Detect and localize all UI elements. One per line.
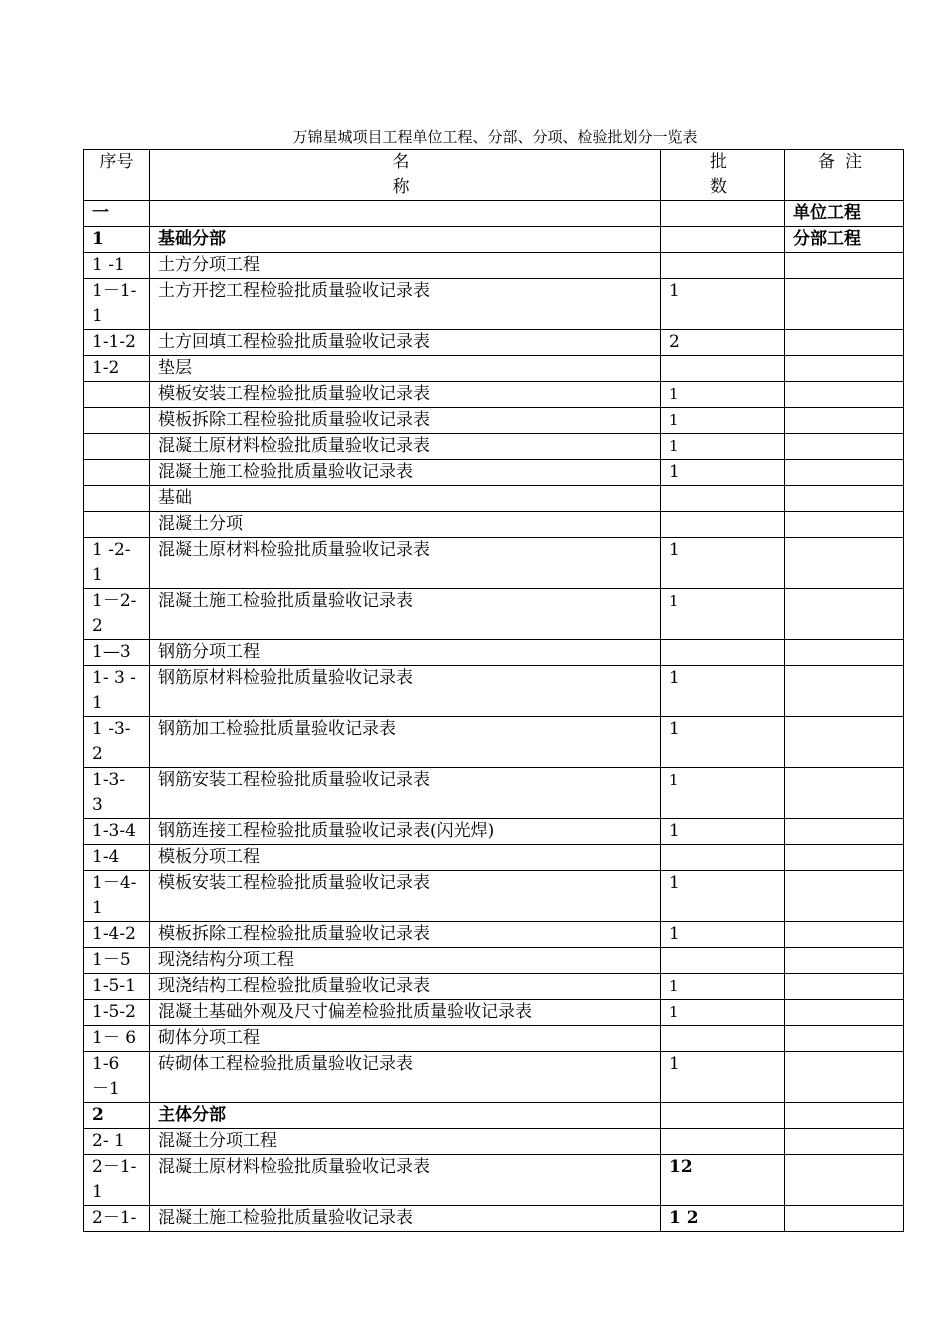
row-batch-cell — [661, 1103, 785, 1129]
row-number-cell: 1 -2-1 — [84, 538, 150, 589]
row-name-cell: 模板拆除工程检验批质量验收记录表 — [150, 922, 661, 948]
row-name-cell: 主体分部 — [150, 1103, 661, 1129]
row-batch-cell — [661, 356, 785, 382]
row-batch-cell: 1 — [661, 382, 785, 408]
table-row — [84, 279, 904, 330]
row-note-cell — [785, 486, 904, 512]
row-batch-cell: 1 — [661, 1000, 785, 1026]
row-batch-cell — [661, 201, 785, 227]
table-row — [84, 1103, 904, 1129]
row-batch-cell — [661, 845, 785, 871]
row-batch-cell: 1 2 — [661, 1206, 785, 1232]
row-batch-cell — [661, 640, 785, 666]
table-row — [84, 356, 904, 382]
table-row — [84, 717, 904, 768]
row-number-cell: 1－4-1 — [84, 871, 150, 922]
row-batch-cell — [661, 227, 785, 253]
row-note-cell — [785, 1000, 904, 1026]
row-note-cell — [785, 1155, 904, 1206]
row-number-cell: 1—3 — [84, 640, 150, 666]
row-name-cell: 混凝土基础外观及尺寸偏差检验批质量验收记录表 — [150, 1000, 661, 1026]
table-row — [84, 974, 904, 1000]
table-row — [84, 512, 904, 538]
table-row — [84, 1052, 904, 1103]
row-note-cell: 分部工程 — [785, 227, 904, 253]
table-row — [84, 666, 904, 717]
row-number-cell: 2－1- — [84, 1206, 150, 1232]
table-row — [84, 253, 904, 279]
row-name-cell: 现浇结构分项工程 — [150, 948, 661, 974]
row-name-cell: 钢筋安装工程检验批质量验收记录表 — [150, 768, 661, 819]
row-number-cell: 1-5-1 — [84, 974, 150, 1000]
row-note-cell — [785, 666, 904, 717]
row-batch-cell: 1 — [661, 871, 785, 922]
row-batch-cell: 1 — [661, 538, 785, 589]
table-row — [84, 460, 904, 486]
row-number-cell: 1-4-2 — [84, 922, 150, 948]
row-note-cell — [785, 408, 904, 434]
row-note-cell — [785, 538, 904, 589]
row-number-cell: 一 — [84, 201, 150, 227]
row-note-cell — [785, 512, 904, 538]
row-name-cell: 基础 — [150, 486, 661, 512]
header-note: 备注 — [785, 150, 904, 201]
row-name-cell: 基础分部 — [150, 227, 661, 253]
row-number-cell — [84, 408, 150, 434]
row-number-cell: 1-3- 3 — [84, 768, 150, 819]
row-batch-cell — [661, 486, 785, 512]
table-row — [84, 330, 904, 356]
row-batch-cell: 1 — [661, 589, 785, 640]
row-name-cell: 钢筋加工检验批质量验收记录表 — [150, 717, 661, 768]
row-note-cell — [785, 819, 904, 845]
inspection-batch-table — [83, 149, 904, 1232]
row-number-cell: 1- 3 -1 — [84, 666, 150, 717]
row-name-cell: 混凝土原材料检验批质量验收记录表 — [150, 1155, 661, 1206]
row-note-cell — [785, 948, 904, 974]
row-name-cell: 现浇结构工程检验批质量验收记录表 — [150, 974, 661, 1000]
row-batch-cell: 1 — [661, 279, 785, 330]
row-note-cell — [785, 845, 904, 871]
table-row — [84, 922, 904, 948]
row-batch-cell: 1 — [661, 460, 785, 486]
row-batch-cell: 1 — [661, 1052, 785, 1103]
row-note-cell — [785, 768, 904, 819]
table-row — [84, 201, 904, 227]
row-note-cell — [785, 640, 904, 666]
header-name: 名 称 — [150, 150, 661, 201]
row-batch-cell — [661, 948, 785, 974]
table-row — [84, 1129, 904, 1155]
row-note-cell: 单位工程 — [785, 201, 904, 227]
row-batch-cell: 1 — [661, 666, 785, 717]
table-row — [84, 871, 904, 922]
row-number-cell — [84, 382, 150, 408]
row-batch-cell: 12 — [661, 1155, 785, 1206]
row-number-cell: 1-4 — [84, 845, 150, 871]
row-number-cell: 2- 1 — [84, 1129, 150, 1155]
row-batch-cell: 1 — [661, 768, 785, 819]
row-name-cell: 混凝土分项 — [150, 512, 661, 538]
row-note-cell — [785, 253, 904, 279]
row-name-cell: 砖砌体工程检验批质量验收记录表 — [150, 1052, 661, 1103]
row-batch-cell: 1 — [661, 408, 785, 434]
row-batch-cell — [661, 253, 785, 279]
row-number-cell: 1-3-4 — [84, 819, 150, 845]
table-row — [84, 1206, 904, 1232]
row-name-cell: 土方分项工程 — [150, 253, 661, 279]
row-note-cell — [785, 1103, 904, 1129]
row-batch-cell: 1 — [661, 717, 785, 768]
row-batch-cell: 1 — [661, 819, 785, 845]
row-batch-cell — [661, 512, 785, 538]
row-note-cell — [785, 330, 904, 356]
row-number-cell: 1－ 6 — [84, 1026, 150, 1052]
row-number-cell: 1 — [84, 227, 150, 253]
row-batch-cell: 1 — [661, 974, 785, 1000]
row-number-cell — [84, 512, 150, 538]
row-name-cell: 混凝土施工检验批质量验收记录表 — [150, 1206, 661, 1232]
row-name-cell: 土方开挖工程检验批质量验收记录表 — [150, 279, 661, 330]
row-batch-cell: 1 — [661, 922, 785, 948]
row-number-cell: 1-5-2 — [84, 1000, 150, 1026]
row-note-cell — [785, 717, 904, 768]
row-batch-cell: 2 — [661, 330, 785, 356]
row-number-cell — [84, 460, 150, 486]
table-row — [84, 1000, 904, 1026]
row-name-cell: 钢筋连接工程检验批质量验收记录表(闪光焊) — [150, 819, 661, 845]
row-note-cell — [785, 974, 904, 1000]
row-name-cell: 砌体分项工程 — [150, 1026, 661, 1052]
row-note-cell — [785, 382, 904, 408]
row-name-cell: 模板拆除工程检验批质量验收记录表 — [150, 408, 661, 434]
row-note-cell — [785, 922, 904, 948]
row-note-cell — [785, 1026, 904, 1052]
row-note-cell — [785, 871, 904, 922]
row-number-cell: 1-1-2 — [84, 330, 150, 356]
row-name-cell: 混凝土施工检验批质量验收记录表 — [150, 460, 661, 486]
table-row — [84, 1155, 904, 1206]
row-name-cell: 钢筋原材料检验批质量验收记录表 — [150, 666, 661, 717]
row-number-cell: 1-2 — [84, 356, 150, 382]
row-note-cell — [785, 1206, 904, 1232]
table-row — [84, 382, 904, 408]
row-name-cell: 混凝土原材料检验批质量验收记录表 — [150, 434, 661, 460]
row-note-cell — [785, 356, 904, 382]
row-batch-cell: 1 — [661, 434, 785, 460]
table-row — [84, 227, 904, 253]
row-name-cell: 混凝土原材料检验批质量验收记录表 — [150, 538, 661, 589]
table-row — [84, 640, 904, 666]
table-row — [84, 1026, 904, 1052]
row-note-cell — [785, 279, 904, 330]
row-name-cell: 混凝土施工检验批质量验收记录表 — [150, 589, 661, 640]
row-note-cell — [785, 1052, 904, 1103]
row-name-cell: 模板安装工程检验批质量验收记录表 — [150, 871, 661, 922]
document-title: 万锦星城项目工程单位工程、分部、分项、检验批划分一览表 — [292, 128, 698, 146]
table-row — [84, 948, 904, 974]
row-name-cell: 土方回填工程检验批质量验收记录表 — [150, 330, 661, 356]
row-batch-cell — [661, 1129, 785, 1155]
row-number-cell: 1－2-2 — [84, 589, 150, 640]
table-header-row — [84, 150, 904, 201]
row-name-cell — [150, 201, 661, 227]
table-row — [84, 845, 904, 871]
row-number-cell: 2 — [84, 1103, 150, 1129]
table-row — [84, 589, 904, 640]
row-note-cell — [785, 1129, 904, 1155]
row-name-cell: 钢筋分项工程 — [150, 640, 661, 666]
row-number-cell — [84, 434, 150, 460]
table-row — [84, 434, 904, 460]
row-number-cell: 1 -1 — [84, 253, 150, 279]
row-number-cell — [84, 486, 150, 512]
table-row — [84, 408, 904, 434]
row-note-cell — [785, 434, 904, 460]
row-number-cell: 1 -3-2 — [84, 717, 150, 768]
table-row — [84, 819, 904, 845]
row-name-cell: 垫层 — [150, 356, 661, 382]
row-number-cell: 2－1-1 — [84, 1155, 150, 1206]
table-row — [84, 538, 904, 589]
row-note-cell — [785, 589, 904, 640]
row-name-cell: 模板安装工程检验批质量验收记录表 — [150, 382, 661, 408]
row-number-cell: 1-6 －1 — [84, 1052, 150, 1103]
table-row — [84, 486, 904, 512]
row-name-cell: 混凝土分项工程 — [150, 1129, 661, 1155]
table-row — [84, 768, 904, 819]
row-batch-cell — [661, 1026, 785, 1052]
row-number-cell: 1－5 — [84, 948, 150, 974]
row-note-cell — [785, 460, 904, 486]
row-number-cell: 1－1-1 — [84, 279, 150, 330]
header-no: 序号 — [84, 150, 150, 201]
row-name-cell: 模板分项工程 — [150, 845, 661, 871]
header-batch: 批 数 — [661, 150, 785, 201]
